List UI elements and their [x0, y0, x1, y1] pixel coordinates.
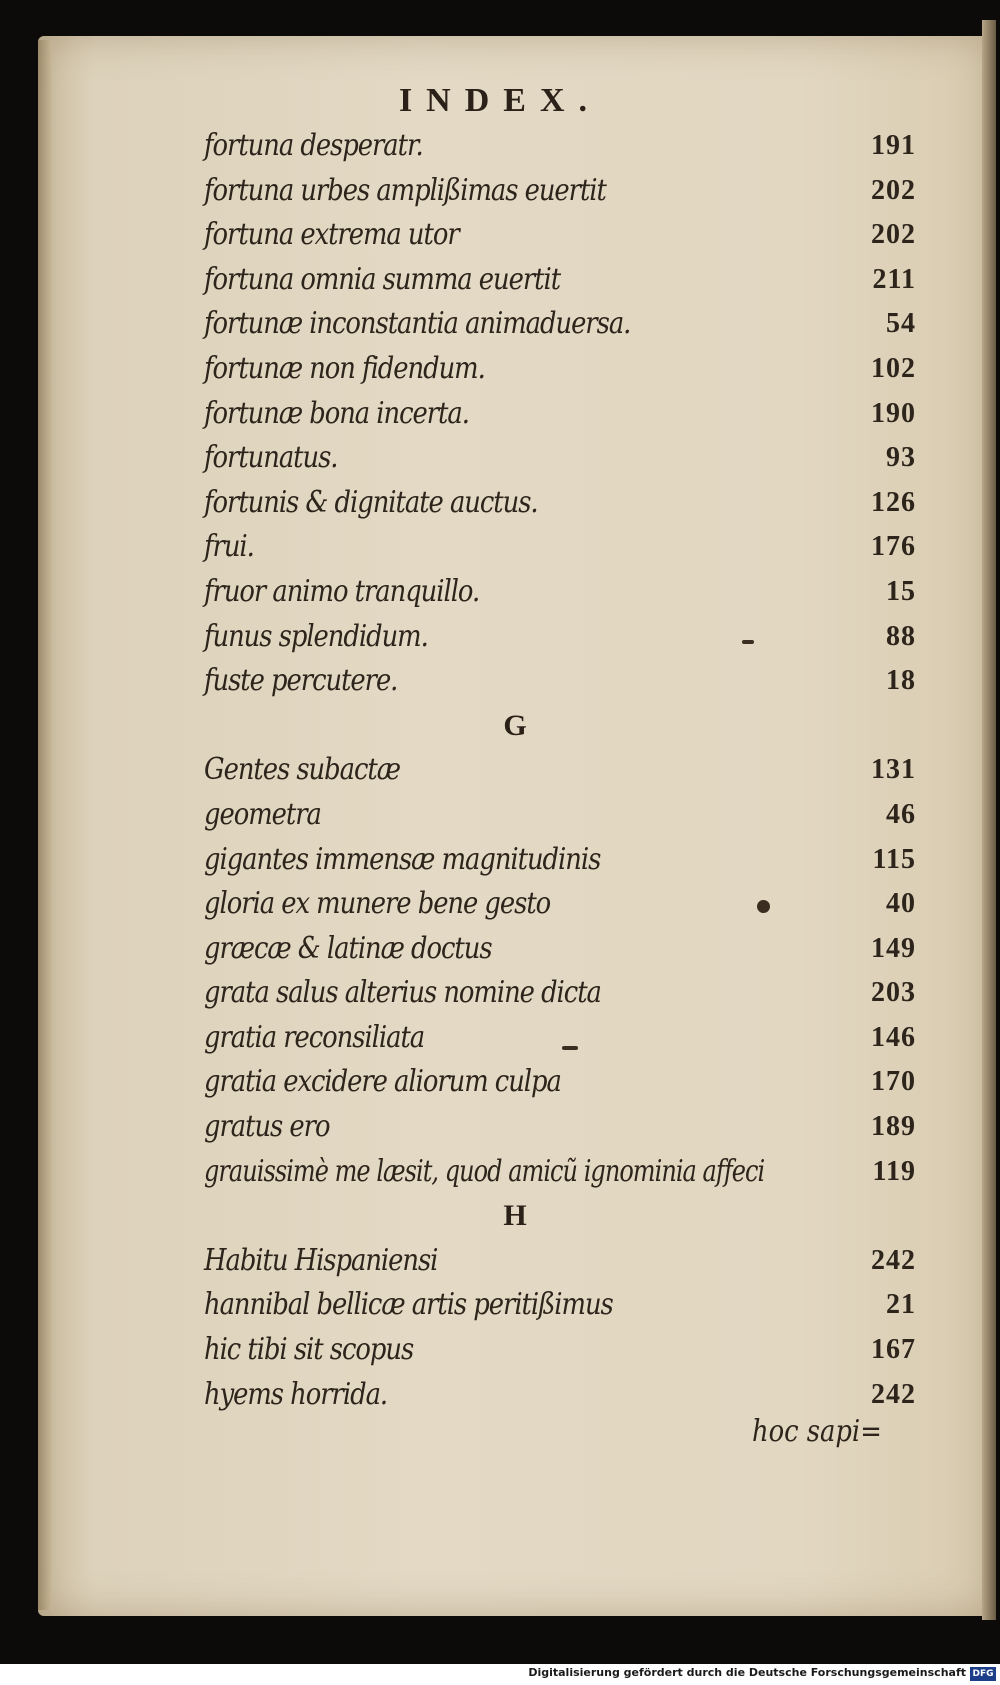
digitization-credit: Digitalisierung gefördert durch die Deutsche Forschungsgemeinschaft	[528, 1666, 966, 1679]
page-reference: 170	[871, 1066, 916, 1098]
index-term: fortunatus.	[204, 440, 338, 476]
index-term: fruor animo tranquillo.	[204, 573, 480, 609]
index-term: hic tibi sit scopus	[204, 1332, 414, 1368]
index-term: fortuna omnia summa euertit	[204, 261, 561, 297]
ink-spot	[742, 640, 754, 644]
index-term: funus splendidum.	[204, 618, 428, 654]
index-entry	[204, 971, 916, 1016]
index-entry	[204, 347, 916, 392]
dfg-logo: DFG	[970, 1667, 996, 1681]
ink-spot	[562, 1046, 578, 1050]
index-entry	[204, 615, 916, 660]
page-reference: 46	[886, 798, 916, 830]
index-entry	[204, 882, 916, 927]
page-reference: 176	[871, 531, 916, 563]
index-entry	[204, 748, 916, 793]
index-term: Habitu Hispaniensi	[204, 1242, 438, 1278]
index-term: hannibal bellicæ artis peritißimus	[204, 1287, 613, 1323]
page-reference: 126	[871, 486, 916, 518]
index-entry	[204, 1060, 916, 1105]
index-term: geometra	[204, 796, 321, 832]
page-reference: 15	[886, 575, 916, 607]
index-term: fortuna desperatr.	[204, 128, 423, 163]
page-reference: 131	[871, 754, 916, 786]
index-entry	[204, 793, 916, 838]
page-reference: 211	[872, 263, 916, 295]
index-entry	[204, 659, 916, 704]
index-entry	[204, 927, 916, 972]
page-reference: 149	[871, 932, 916, 964]
index-entry	[204, 481, 916, 526]
page-reference: 40	[886, 888, 916, 920]
index-term: gratia excidere aliorum culpa	[204, 1064, 561, 1100]
page-reference: 102	[871, 352, 916, 384]
ink-spot	[757, 900, 770, 913]
index-term: hyems horrida.	[204, 1376, 388, 1412]
page-reference: 242	[871, 1378, 916, 1410]
page-reference: 189	[871, 1111, 916, 1143]
page-reference: 88	[886, 620, 916, 652]
index-term: fortuna extrema utor	[204, 217, 459, 253]
page-reference: 203	[871, 977, 916, 1009]
index-entry	[204, 436, 916, 481]
footer-bar	[0, 1664, 1000, 1685]
index-term: fortunæ non fidendum.	[204, 350, 485, 386]
index-entry	[204, 124, 916, 169]
page-reference: 119	[872, 1155, 916, 1187]
page-reference: 115	[872, 843, 916, 875]
page-reference: 202	[871, 219, 916, 251]
page-reference: 93	[886, 442, 916, 474]
index-entry	[204, 213, 916, 258]
index-term: frui.	[204, 529, 254, 565]
page-title: INDEX.	[398, 82, 602, 119]
index-entry	[204, 1150, 916, 1195]
index-term: gigantes immensæ magnitudinis	[204, 841, 601, 877]
index-term: fuste percutere.	[204, 663, 398, 699]
index-entry	[204, 570, 916, 615]
page-reference: 18	[886, 665, 916, 697]
index-entry	[204, 1239, 916, 1284]
index-entry	[204, 1283, 916, 1328]
index-term: grauissimè me læsit, quod amicũ ignominia affeci	[204, 1153, 765, 1189]
index-term: fortunis & dignitate auctus.	[204, 484, 538, 520]
index-term: fortuna urbes amplißimas euertit	[204, 172, 606, 208]
page-reference: 242	[871, 1244, 916, 1276]
catchword: hoc sapi=	[752, 1414, 882, 1449]
index-term: grata salus alterius nomine dicta	[204, 975, 601, 1011]
index-entry	[204, 1328, 916, 1373]
index-term: gratia reconsiliata	[204, 1019, 425, 1055]
page-reference: 190	[871, 397, 916, 429]
index-entry	[204, 838, 916, 883]
page-reference: 21	[886, 1289, 916, 1321]
section-letter: G	[503, 708, 527, 742]
index-term: græcæ & latinæ doctus	[204, 930, 492, 966]
index-term: fortunæ inconstantia animaduersa.	[204, 306, 631, 342]
index-entry	[204, 1105, 916, 1150]
index-entry	[204, 392, 916, 437]
index-term: fortunæ bona incerta.	[204, 395, 469, 431]
page-reference: 146	[871, 1021, 916, 1053]
index-term: gloria ex munere bene gesto	[204, 886, 551, 922]
page-reference: 167	[871, 1334, 916, 1366]
page-reference: 54	[886, 308, 916, 340]
index-entry	[204, 1373, 916, 1418]
index-entry	[204, 525, 916, 570]
page-reference: 202	[871, 174, 916, 206]
page-reference: 191	[871, 130, 916, 161]
index-entries	[204, 124, 916, 1417]
page-gutter-shadow	[38, 40, 52, 1610]
index-entry	[204, 258, 916, 303]
index-term: gratus ero	[204, 1109, 330, 1145]
index-entry	[204, 1016, 916, 1061]
index-entry	[204, 169, 916, 214]
page-right-edge	[982, 20, 996, 1620]
index-entry	[204, 302, 916, 347]
index-term: Gentes subactæ	[204, 752, 400, 788]
section-letter: H	[503, 1199, 527, 1233]
